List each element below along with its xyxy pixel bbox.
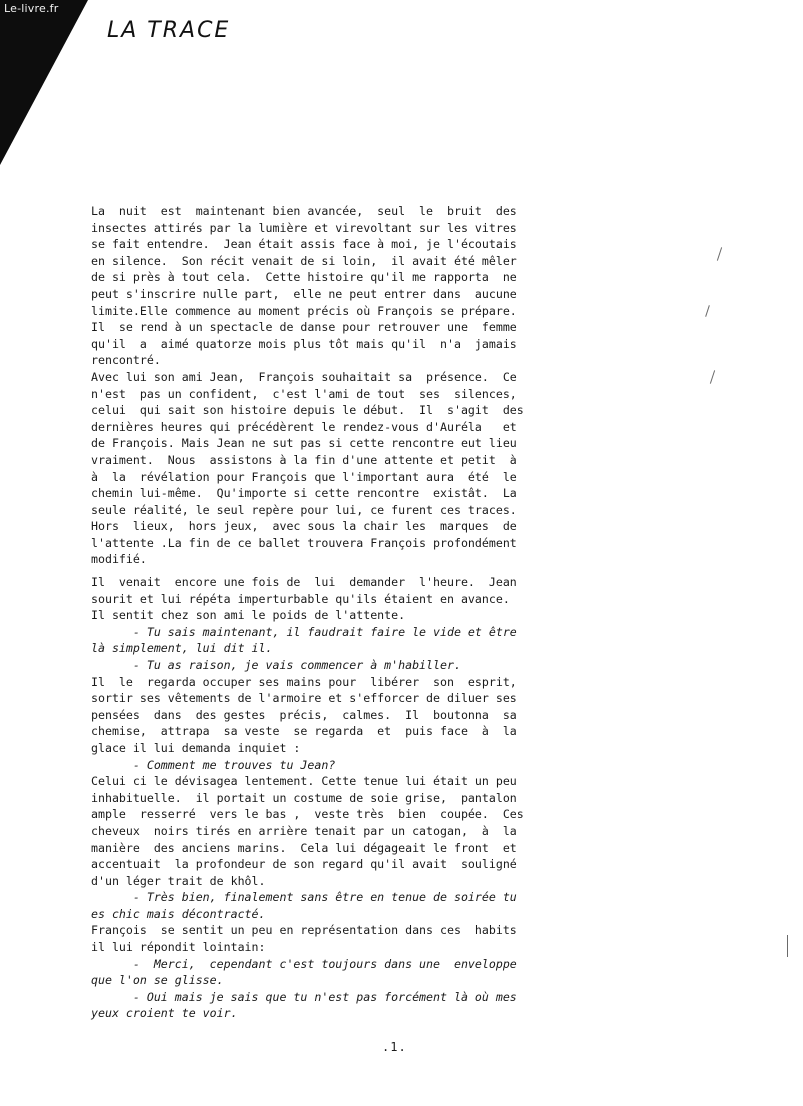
text-line: pensées dans des gestes précis, calmes. Il boutonna sa bbox=[91, 707, 517, 722]
dialogue-line: - Tu sais maintenant, il faudrait faire le vide et être bbox=[91, 624, 517, 639]
text-line: qu'il a aimé quatorze mois plus tôt mais qu'il n'a jamais bbox=[91, 336, 517, 351]
text-line: seule réalité, le seul repère pour lui, ce furent ces traces. bbox=[91, 502, 517, 517]
text-line: chemin lui-même. Qu'importe si cette rencontre existât. La bbox=[91, 486, 517, 501]
dialogue-line: yeux croient te voir. bbox=[91, 1006, 238, 1021]
text-line: glace il lui demanda inquiet : bbox=[91, 740, 301, 755]
margin-mark bbox=[787, 935, 788, 957]
text-line: manière des anciens marins. Cela lui dégageait le front et bbox=[91, 840, 517, 855]
text-line: il lui répondit lointain: bbox=[91, 940, 266, 955]
text-line: en silence. Son récit venait de si loin, il avait été mêler bbox=[91, 253, 517, 268]
text-line: se fait entendre. Jean était assis face à moi, je l'écoutais bbox=[91, 237, 517, 252]
text-line: cheveux noirs tirés en arrière tenait par un catogan, à la bbox=[91, 823, 517, 838]
text-line: Il le regarda occuper ses mains pour libérer son esprit, bbox=[91, 674, 517, 689]
text-line: modifié. bbox=[91, 552, 147, 567]
dialogue-line: - Tu as raison, je vais commencer à m'habiller. bbox=[91, 657, 461, 672]
text-line: rencontré. bbox=[91, 353, 161, 368]
dialogue-line: que l'on se glisse. bbox=[91, 973, 224, 988]
text-line: dernières heures qui précédèrent le rendez-vous d'Auréla et bbox=[91, 419, 517, 434]
text-line: à la révélation pour François que l'important aura été le bbox=[91, 469, 517, 484]
text-line: chemise, attrapa sa veste se regarda et puis face à la bbox=[91, 724, 517, 739]
dialogue-line: - Merci, cependant c'est toujours dans une enveloppe bbox=[91, 956, 517, 971]
text-line: sourit et lui répéta imperturbable qu'ils étaient en avance. bbox=[91, 591, 510, 606]
text-line: limite.Elle commence au moment précis où François se prépare. bbox=[91, 303, 517, 318]
intro-paragraph bbox=[91, 203, 691, 568]
dialogue-line: - Comment me trouves tu Jean? bbox=[91, 757, 336, 772]
story-paragraph bbox=[91, 574, 691, 1022]
text-line: Il venait encore une fois de lui demander l'heure. Jean bbox=[91, 575, 517, 589]
page-title: LA TRACE bbox=[107, 18, 231, 43]
text-line: n'est pas un confident, c'est l'ami de tout ses silences, bbox=[91, 386, 517, 401]
dialogue-line: - Oui mais je sais que tu n'est pas forcément là où mes bbox=[91, 989, 517, 1004]
text-line: Il se rend à un spectacle de danse pour retrouver une femme bbox=[91, 320, 517, 335]
text-line: celui qui sait son histoire depuis le début. Il s'agit des bbox=[91, 403, 524, 418]
text-line: peut s'inscrire nulle part, elle ne peut entrer dans aucune bbox=[91, 286, 517, 301]
margin-mark bbox=[710, 370, 715, 384]
text-line: Celui ci le dévisagea lentement. Cette tenue lui était un peu bbox=[91, 774, 517, 789]
text-line: inhabituelle. il portait un costume de soie grise, pantalon bbox=[91, 790, 517, 805]
text-line: Hors lieux, hors jeux, avec sous la chair les marques de bbox=[91, 519, 517, 534]
dialogue-line: es chic mais décontracté. bbox=[91, 906, 266, 921]
text-line: accentuait la profondeur de son regard qu'il avait souligné bbox=[91, 857, 517, 872]
text-line: Avec lui son ami Jean, François souhaitait sa présence. Ce bbox=[91, 369, 517, 384]
text-line: de si près à tout cela. Cette histoire qu'il me rapporta ne bbox=[91, 270, 517, 285]
text-line: Il sentit chez son ami le poids de l'attente. bbox=[91, 608, 406, 623]
watermark: Le-livre.fr bbox=[4, 2, 59, 15]
text-line: d'un léger trait de khôl. bbox=[91, 873, 266, 888]
dialogue-line: là simplement, lui dit il. bbox=[91, 641, 273, 656]
text-line: vraiment. Nous assistons à la fin d'une attente et petit à bbox=[91, 452, 517, 467]
margin-mark bbox=[705, 305, 710, 317]
text-line: ample resserré vers le bas , veste très bien coupée. Ces bbox=[91, 807, 524, 822]
text-line: sortir ses vêtements de l'armoire et s'efforcer de diluer ses bbox=[91, 691, 517, 706]
text-line: François se sentit un peu en représentation dans ces habits bbox=[91, 923, 517, 938]
text-line: l'attente .La fin de ce ballet trouvera François profondément bbox=[91, 535, 517, 550]
text-line: de François. Mais Jean ne sut pas si cette rencontre eut lieu bbox=[91, 436, 517, 451]
dialogue-line: - Très bien, finalement sans être en tenue de soirée tu bbox=[91, 890, 517, 905]
margin-mark bbox=[717, 247, 722, 261]
page-number: .1. bbox=[382, 1040, 407, 1054]
text-line: La nuit est maintenant bien avancée, seul le bruit des bbox=[91, 204, 517, 218]
text-line: insectes attirés par la lumière et virevoltant sur les vitres bbox=[91, 220, 517, 235]
